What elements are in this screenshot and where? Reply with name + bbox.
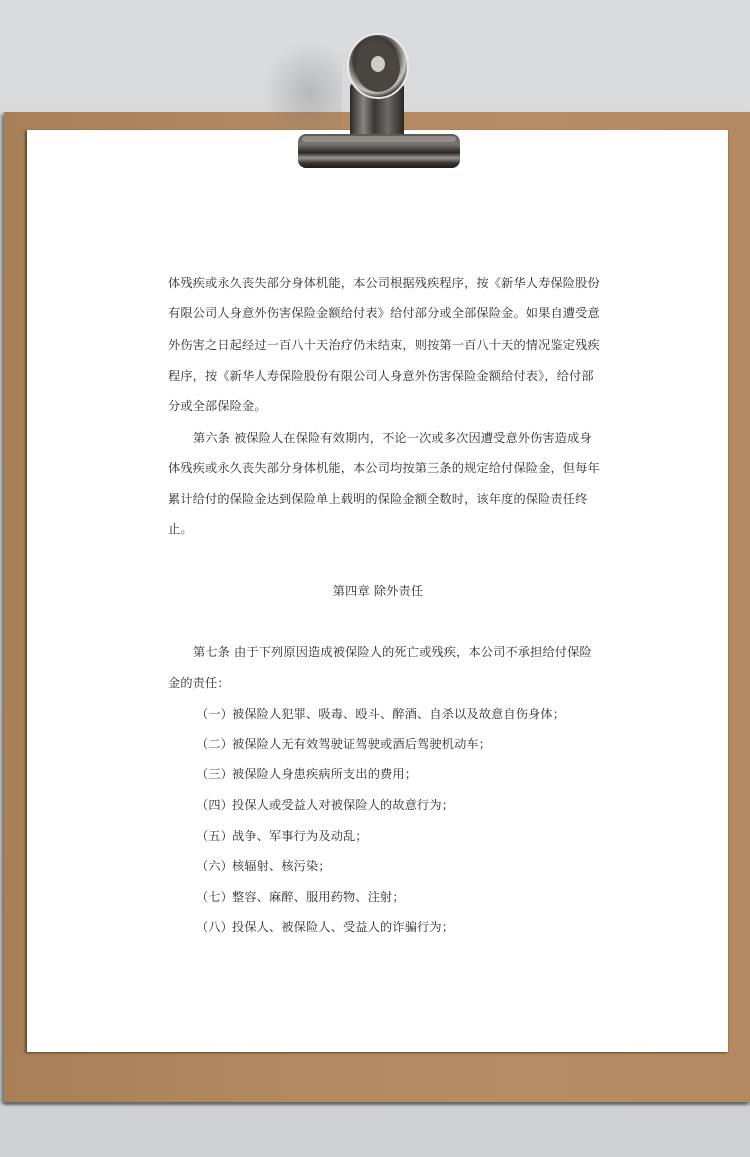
exclusion-text: 被保险人无有效驾驶证驾驶或酒后驾驶机动车；	[232, 737, 492, 751]
text-line: 分或全部保险金。	[168, 399, 267, 413]
exclusion-text: 核辐射、核污染；	[232, 859, 331, 873]
exclusion-text: 投保人、被保险人、受益人的诈骗行为；	[232, 920, 455, 934]
exclusion-text: 投保人或受益人对被保险人的故意行为；	[232, 798, 455, 812]
text-line: 体残疾或永久丧失部分身体机能，本公司根据残疾程序，按《新华人寿保险股份	[168, 276, 600, 290]
article-6-line: 累计给付的保险金达到保险单上载明的保险金额全数时，该年度的保险责任终	[168, 492, 588, 506]
exclusion-item	[196, 889, 405, 905]
exclusion-text: 被保险人犯罪、吸毒、殴斗、醉酒、自杀以及故意自伤身体；	[232, 707, 566, 721]
article-7-line: 第七条 由于下列原因造成被保险人的死亡或残疾，本公司不承担给付保险	[193, 645, 592, 659]
exclusion-number: （七）	[196, 890, 234, 904]
exclusion-item	[196, 736, 491, 752]
exclusion-item	[196, 858, 331, 874]
exclusion-number: （六）	[196, 859, 234, 873]
exclusion-number: （四）	[196, 798, 234, 812]
binder-clip-icon	[296, 24, 462, 170]
exclusion-text: 被保险人身患疾病所支出的费用；	[232, 767, 418, 781]
chapter-title: 第四章 除外责任	[332, 584, 424, 598]
exclusion-item	[196, 766, 417, 782]
exclusion-item	[196, 828, 368, 844]
article-6-line: 止。	[168, 522, 193, 536]
exclusion-text: 战争、军事行为及动乱；	[232, 829, 368, 843]
text-line: 外伤害之日起经过一百八十天治疗仍未结束，则按第一百八十天的情况鉴定残疾	[168, 338, 600, 352]
exclusion-number: （八）	[196, 920, 234, 934]
exclusion-number: （一）	[196, 707, 234, 721]
exclusion-number: （五）	[196, 829, 234, 843]
article-6-line: 体残疾或永久丧失部分身体机能，本公司均按第三条的规定给付保险金，但每年	[168, 461, 600, 475]
document-page	[27, 130, 728, 1052]
exclusion-number: （二）	[196, 737, 234, 751]
exclusion-item	[196, 797, 454, 813]
article-7-line: 金的责任：	[168, 676, 230, 690]
text-line: 有限公司人身意外伤害保险金额给付表》给付部分或全部保险金。如果自遭受意	[168, 306, 600, 320]
exclusion-item	[196, 706, 565, 722]
exclusion-text: 整容、麻醉、服用药物、注射；	[232, 890, 405, 904]
text-line: 程序，按《新华人寿保险股份有限公司人身意外伤害保险金额给付表》，给付部	[168, 369, 594, 383]
article-6-line: 第六条 被保险人在保险有效期内，不论一次或多次因遭受意外伤害造成身	[193, 431, 592, 445]
exclusion-number: （三）	[196, 767, 234, 781]
exclusion-item	[196, 919, 454, 935]
